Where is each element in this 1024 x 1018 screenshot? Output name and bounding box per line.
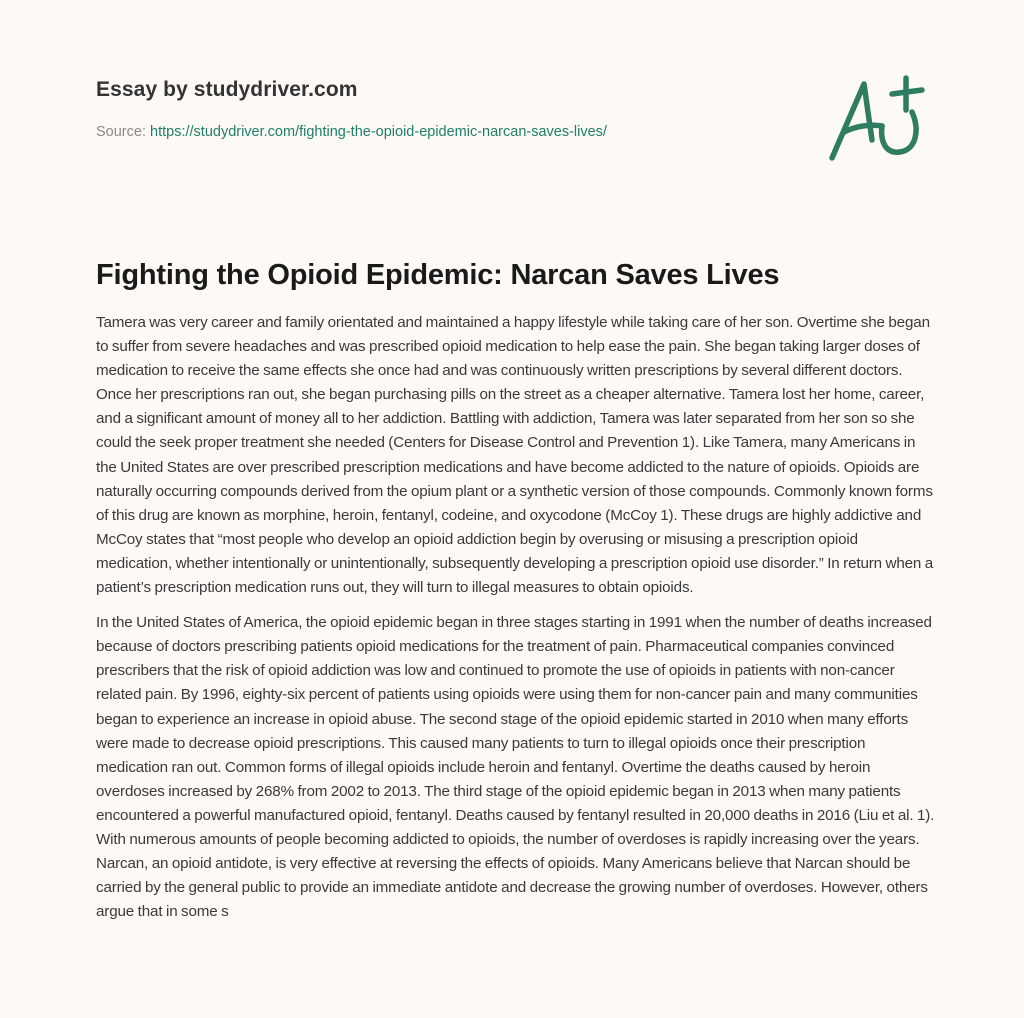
source-link[interactable]: https://studydriver.com/fighting-the-opioid-epidemic-narcan-saves-lives/ xyxy=(150,124,607,140)
essay-body xyxy=(96,311,936,935)
source-line xyxy=(96,122,936,142)
source-label: Source: xyxy=(96,124,146,140)
brand-title: Essay by studydriver.com xyxy=(96,78,358,101)
a-plus-grade-icon xyxy=(820,66,930,166)
essay-title: Fighting the Opioid Epidemic: Narcan Saves Lives xyxy=(96,259,780,291)
essay-paragraph: Tamera was very career and family orientated and maintained a happy lifestyle while taking care of her son. Overtime she began to suffer from severe headaches and was prescribed opioid medication to help ease the pain. She began taking larger doses of medication to receive the same effects she once had and was continuously written prescriptions by several different doctors. Once her prescriptions ran out, she began purchasing pills on the street as a cheaper alternative. Tamera lost her home, career, and a significant amount of money all to her addiction. Battling with addiction, Tamera was later separated from her son so she could the seek proper treatment she needed (Centers for Disease Control and Prevention 1). Like Tamera, many Americans in the United States are over prescribed prescription medications and have become addicted to the nature of opioids. Opioids are naturally occurring compounds derived from the opium plant or a synthetic version of those compounds. Commonly known forms of this drug are known as morphine, heroin, fentanyl, codeine, and oxycodone (McCoy 1). These drugs are highly addictive and McCoy states that “most people who develop an opioid addiction begin by overusing or misusing a prescription opioid medication, whether intentionally or unintentionally, subsequently developing a prescription opioid use disorder.” In return when a patient’s prescription medication runs out, they will turn to illegal measures to obtain opioids. xyxy=(96,314,934,597)
essay-paragraph: In the United States of America, the opioid epidemic began in three stages starting in 1991 when the number of deaths increased because of doctors prescribing patients opioid medications for the treatment of pain. Pharmaceutical companies convinced prescribers that the risk of opioid addiction was low and continued to promote the use of opioids in patients with non-cancer related pain. By 1996, eighty-six percent of patients using opioids were using them for non-cancer pain and many communities began to experience an increase in opioid abuse. The second stage of the opioid epidemic started in 2010 when many efforts were made to decrease opioid prescriptions. This caused many patients to turn to illegal opioids once their prescription medication ran out. Common forms of illegal opioids include heroin and fentanyl. Overtime the deaths caused by heroin overdoses increased by 268% from 2002 to 2013. The third stage of the opioid epidemic began in 2013 when many patients encountered a powerful manufactured opioid, fentanyl. Deaths caused by fentanyl resulted in 20,000 deaths in 2016 (Liu et al. 1). With numerous amounts of people becoming addicted to opioids, the number of overdoses is rapidly increasing over the years. Narcan, an opioid antidote, is very effective at reversing the effects of opioids. Many Americans believe that Narcan should be carried by the general public to provide an immediate antidote and decrease the growing number of overdoses. However, others argue that in some s xyxy=(96,614,935,921)
page-header xyxy=(96,76,936,142)
